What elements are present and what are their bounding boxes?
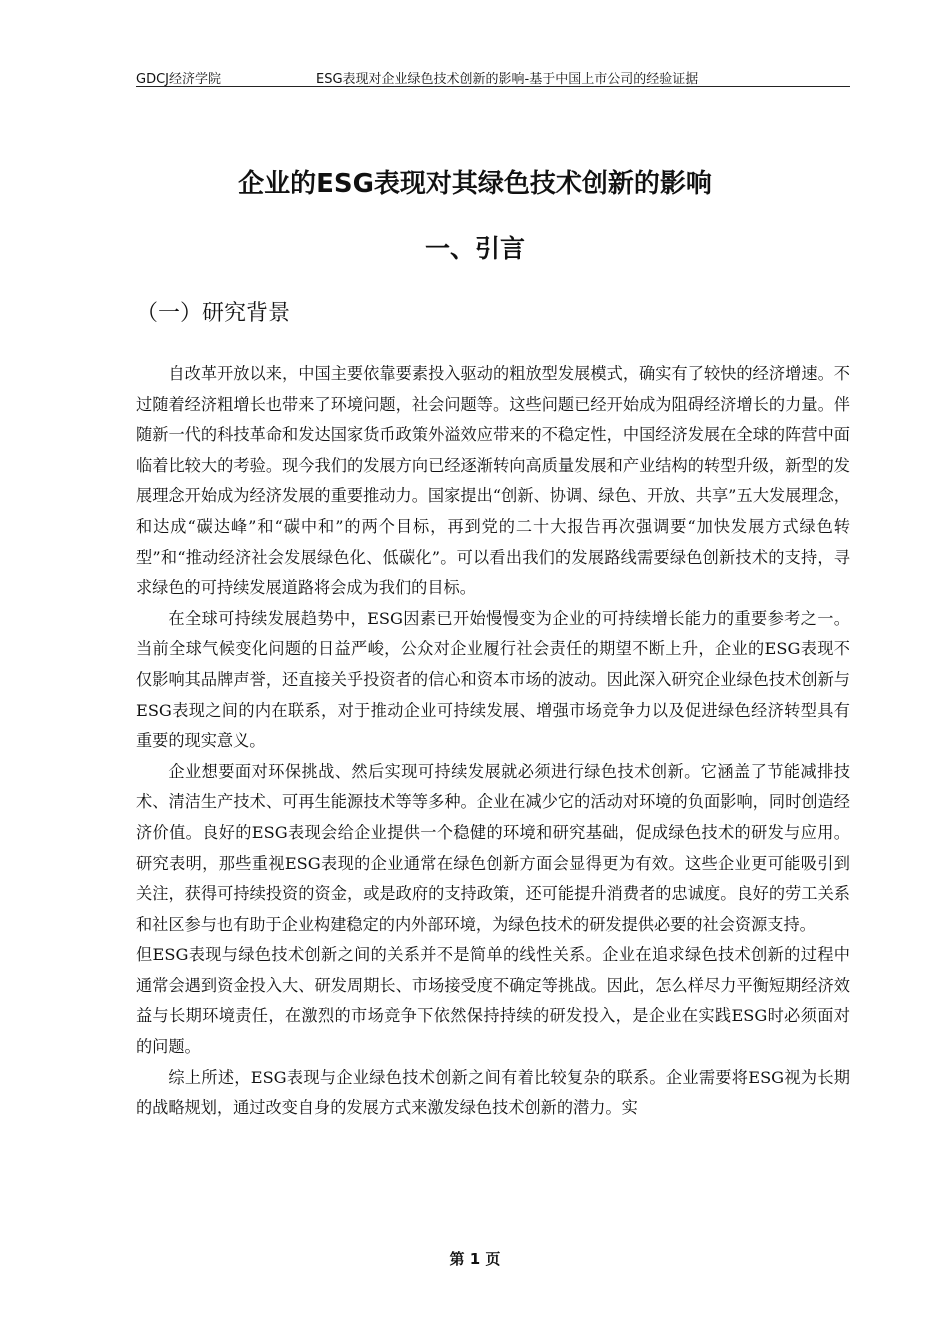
body-text: [136, 359, 850, 1124]
paragraph-3: 企业想要面对环保挑战、然后实现可持续发展就必须进行绿色技术创新。它涵盖了节能减排技术、清洁生产技术、可再生能源技术等等多种。企业在减少它的活动对环境的负面影响，同时创造经济价值。良好的ESG表现会给企业提供一个稳健的环境和研究基础，促成绿色技术的研发与应用。研究表明，那些重视ESG表现的企业通常在绿色创新方面会显得更为有效。这些企业更可能吸引到关注，获得可持续投资的资金，或是政府的支持政策，还可能提升消费者的忠诚度。良好的劳工关系和社区参与也有助于企业构建稳定的内外部环境，为绿色技术的研发提供必要的社会资源支持。: [136, 761, 850, 934]
section-heading: 一、引言: [424, 234, 525, 263]
page-number: 第 1 页: [449, 1250, 501, 1268]
paragraph-5: 综上所述，ESG表现与企业绿色技术创新之间有着比较复杂的联系。企业需要将ESG视为长期的战略规划，通过改变自身的发展方式来激发绿色技术创新的潜力。实: [136, 1067, 850, 1118]
paragraph-4: 但ESG表现与绿色技术创新之间的关系并不是简单的线性关系。企业在追求绿色技术创新的过程中通常会遇到资金投入大、研发周期长、市场接受度不确定等挑战。因此，怎么样尽力平衡短期经济效益与长期环境责任，在激烈的市场竞争下依然保持持续的研发投入，是企业在实践ESG时必须面对的问题。: [136, 945, 850, 1057]
subsection-heading: （一）研究背景: [136, 301, 291, 326]
paper-title: 企业的ESG表现对其绿色技术创新的影响: [238, 169, 712, 199]
running-header: [136, 66, 850, 87]
paragraph-2: 在全球可持续发展趋势中，ESG因素已开始慢慢变为企业的可持续增长能力的重要参考之一。当前全球气候变化问题的日益严峻，公众对企业履行社会责任的期望不断上升，企业的ESG表现不仅影响其品牌声誉，还直接关乎投资者的信心和资本市场的波动。因此深入研究企业绿色技术创新与ESG表现之间的内在联系，对于推动企业可持续发展、增强市场竞争力以及促进绿色经济转型具有重要的现实意义。: [136, 608, 850, 751]
paragraph-1: 自改革开放以来，中国主要依靠要素投入驱动的粗放型发展模式，确实有了较快的经济增速。不过随着经济粗增长也带来了环境问题，社会问题等。这些问题已经开始成为阻碍经济增长的力量。伴随新一代的科技革命和发达国家货币政策外溢效应带来的不稳定性，中国经济发展在全球的阵营中面临着比较大的考验。现今我们的发展方向已经逐渐转向高质量发展和产业结构的转型升级，新型的发展理念开始成为经济发展的重要推动力。国家提出“创新、协调、绿色、开放、共享”五大发展理念，和达成“碳达峰”和“碳中和”的两个目标，再到党的二十大报告再次强调要“加快发展方式绿色转型”和“推动经济社会发展绿色化、低碳化”。可以看出我们的发展路线需要绿色创新技术的支持，寻求绿色的可持续发展道路将会成为我们的目标。: [136, 364, 850, 598]
header-paper-title: ESG表现对企业绿色技术创新的影响-基于中国上市公司的经验证据: [316, 72, 699, 87]
header-institution: GDCJ经济学院: [136, 72, 221, 87]
